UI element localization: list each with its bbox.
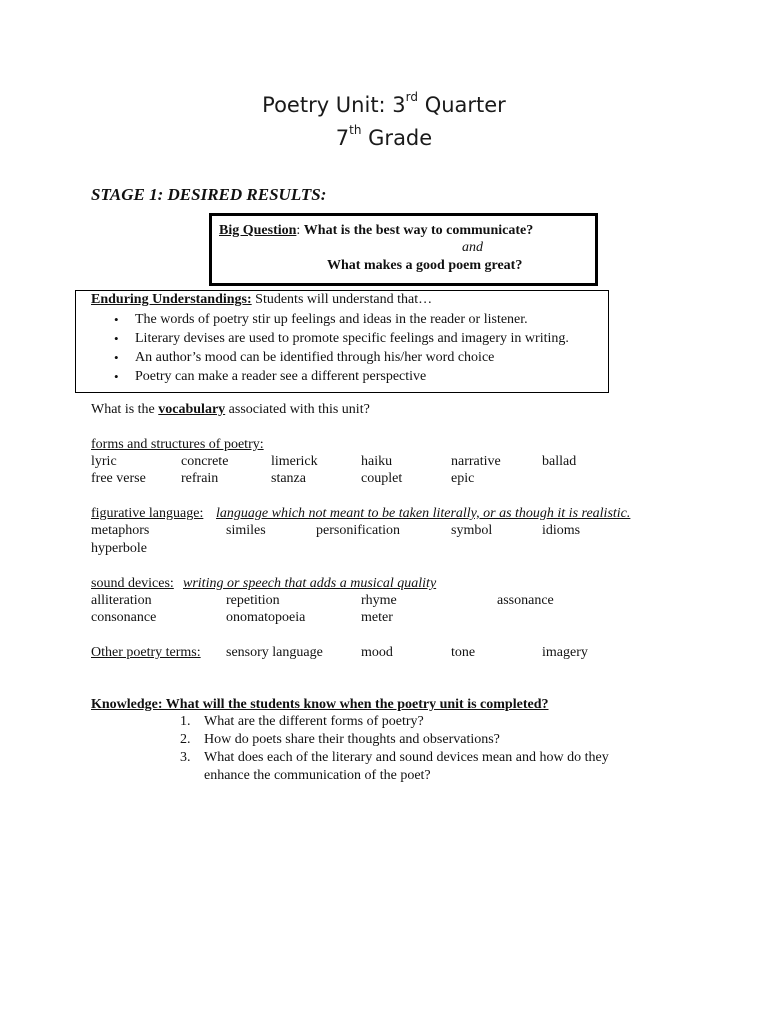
big-question-label: Big Question xyxy=(219,223,297,238)
sound-term: alliteration xyxy=(91,593,152,608)
forms-term: limerick xyxy=(271,454,318,469)
forms-term: ballad xyxy=(542,454,577,469)
sound-heading: sound devices: xyxy=(91,576,174,591)
other-term: imagery xyxy=(542,645,588,660)
other-term: sensory language xyxy=(226,645,323,660)
list-item: 1. What are the different forms of poetry? xyxy=(180,714,424,729)
enduring-label: Enduring Understandings: xyxy=(91,292,252,307)
sound-term: consonance xyxy=(91,610,157,625)
forms-term: lyric xyxy=(91,454,117,469)
forms-term: free verse xyxy=(91,471,146,486)
sound-definition: writing or speech that adds a musical quality xyxy=(183,576,437,591)
list-item: • Poetry can make a reader see a different perspective xyxy=(114,367,569,386)
figurative-term: metaphors xyxy=(91,523,150,538)
knowledge-heading: Knowledge: What will the students know when the poetry unit is completed? xyxy=(91,697,549,712)
figurative-term: personification xyxy=(316,523,400,538)
forms-term: concrete xyxy=(181,454,229,469)
figurative-definition: language which not meant to be taken literally, or as though it is realistic. xyxy=(216,506,631,521)
list-item: 2. How do poets share their thoughts and observations? xyxy=(180,732,500,747)
forms-term: refrain xyxy=(181,471,219,486)
enduring-heading xyxy=(91,292,432,308)
figurative-heading: figurative language: xyxy=(91,506,204,521)
other-terms-heading: Other poetry terms: xyxy=(91,645,201,660)
figurative-term: idioms xyxy=(542,523,581,538)
vocabulary-word: vocabulary xyxy=(158,402,226,417)
list-item: • An author’s mood can be identified through his/her word choice xyxy=(114,348,569,367)
big-question-q1: What is the best way to communicate? xyxy=(303,223,534,238)
sound-term: rhyme xyxy=(361,593,397,608)
list-item: 3. What does each of the literary and sound devices mean and how do they enhance the communication of the poet? xyxy=(180,750,609,783)
vocabulary-question: What is the vocabulary associated with this unit? xyxy=(91,402,370,417)
figurative-term: similes xyxy=(226,523,266,538)
sound-term: assonance xyxy=(497,593,554,608)
enduring-list xyxy=(114,310,569,386)
big-question-q2: What makes a good poem great? xyxy=(327,258,523,273)
big-question-and: and xyxy=(462,240,483,255)
sound-term: meter xyxy=(361,610,393,625)
title-line-1: Poetry Unit: 3rd Quarter xyxy=(262,90,506,117)
big-question-line-1: Big Question: What is the best way to communicate? xyxy=(219,223,534,238)
figurative-term: symbol xyxy=(451,523,493,538)
stage-heading: STAGE 1: DESIRED RESULTS: xyxy=(91,185,327,204)
figurative-term: hyperbole xyxy=(91,541,147,556)
forms-term: narrative xyxy=(451,454,501,469)
list-item: • The words of poetry stir up feelings and ideas in the reader or listener. xyxy=(114,310,569,329)
knowledge-list xyxy=(180,713,644,785)
forms-term: epic xyxy=(451,471,475,486)
title-superscript-rd: rd xyxy=(405,90,419,104)
title-superscript-th: th xyxy=(349,123,362,137)
title-line-2: 7th Grade xyxy=(335,123,433,150)
forms-term: couplet xyxy=(361,471,403,486)
sound-term: repetition xyxy=(226,593,280,608)
sound-term: onomatopoeia xyxy=(226,610,306,625)
enduring-intro: Students will understand that… xyxy=(251,292,433,307)
forms-heading: forms and structures of poetry: xyxy=(91,437,264,452)
other-term: tone xyxy=(451,645,476,660)
list-item: • Literary devises are used to promote specific feelings and imagery in writing. xyxy=(114,329,569,348)
other-term: mood xyxy=(361,645,393,660)
forms-term: stanza xyxy=(271,471,306,486)
forms-term: haiku xyxy=(361,454,393,469)
